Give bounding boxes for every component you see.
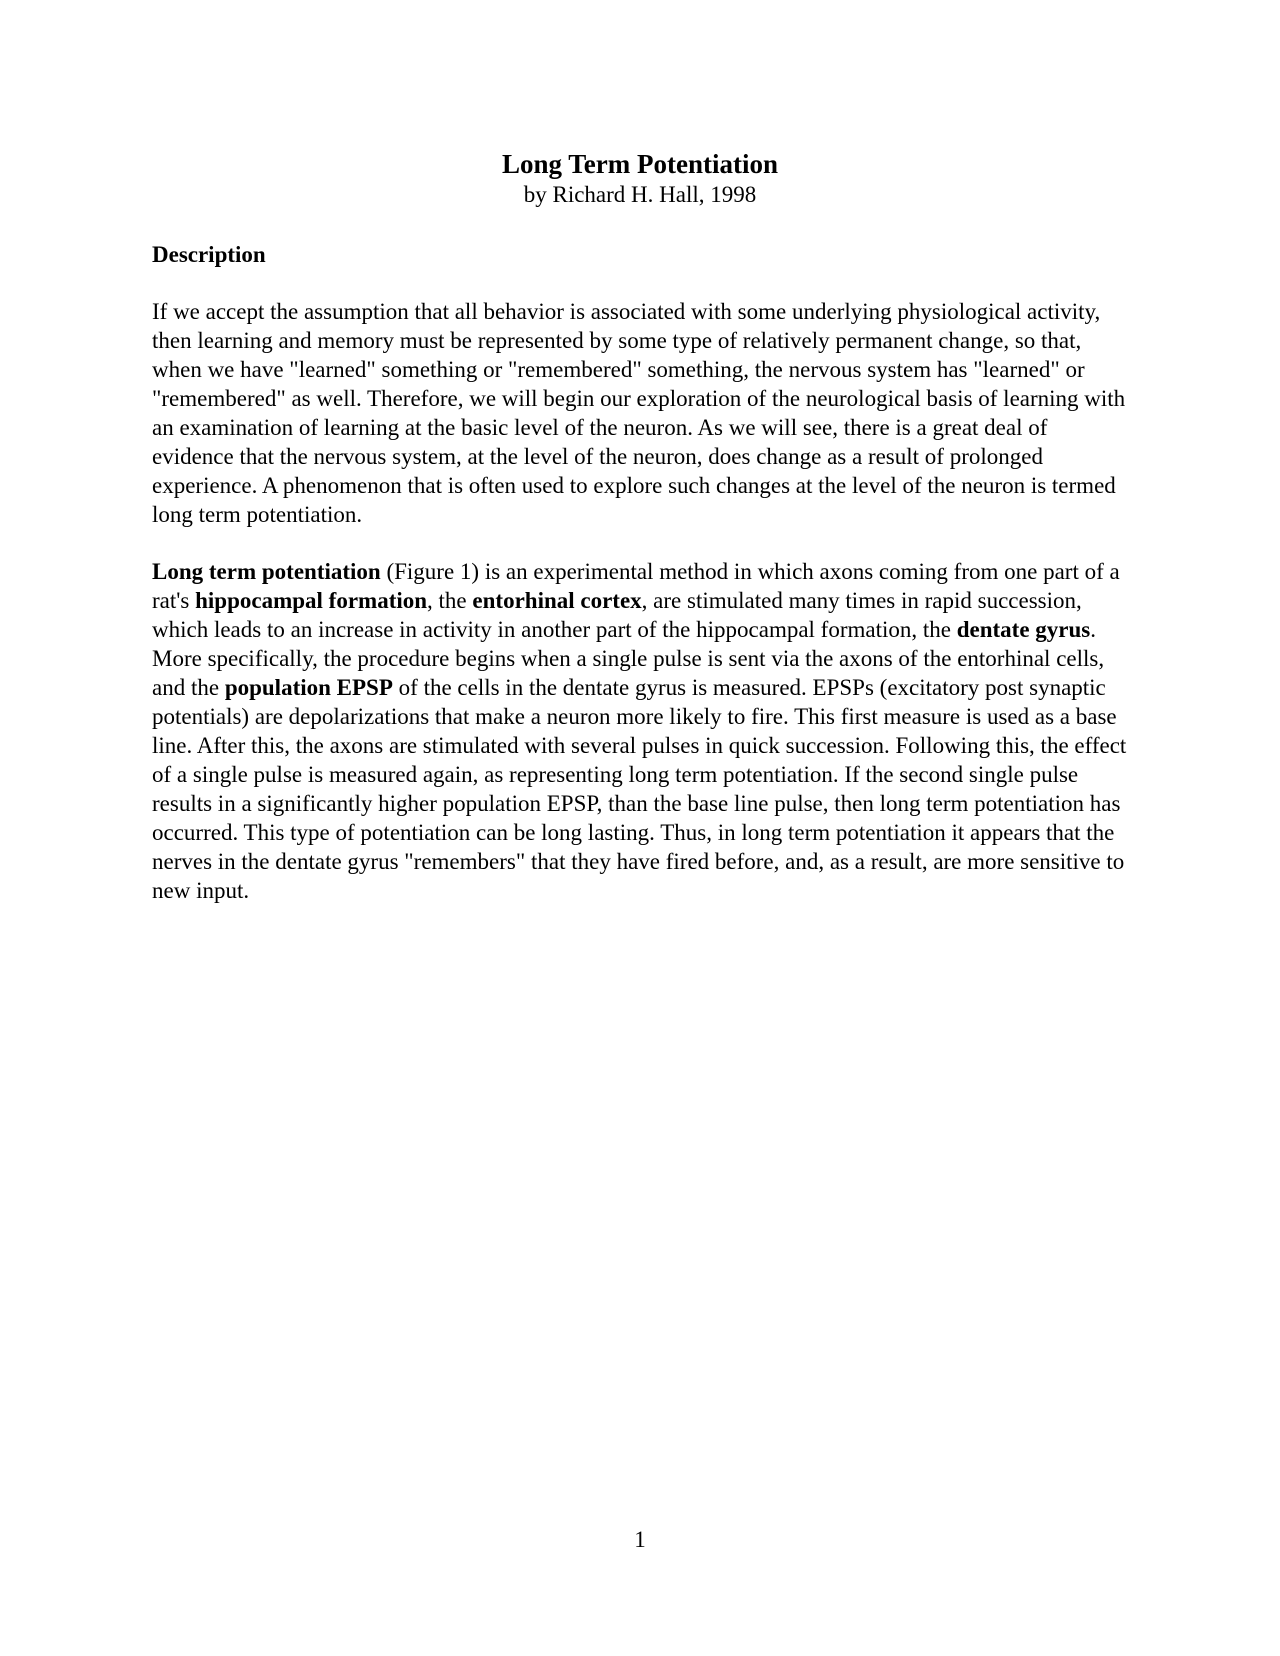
paragraph-introduction: If we accept the assumption that all behavior is associated with some underlying physiological activity, then learning and memory must be represented by some type of relatively permanent change, so that, when we have "learned" something or "remembered" something, the nervous system has "learned" or "remembered" as well. Therefore, we will begin our exploration of the neurological basis of learning with an examination of learning at the basic level of the neuron. As we will see, there is a great deal of evidence that the nervous system, at the level of the neuron, does change as a result of prolonged experience. A phenomenon that is often used to explore such changes at the level of the neuron is termed long term potentiation.: [152, 299, 1126, 527]
document-body: [152, 240, 1132, 933]
title-block: [0, 148, 1280, 210]
term-dentate-gyrus: dentate gyrus: [956, 617, 1091, 642]
page-number: 1: [634, 1527, 646, 1552]
paragraph-text-segment: of the cells in the dentate gyrus is measured. EPSPs (excitatory post synaptic potentials) are depolarizations that make a neuron more likely to fire. This first measure is used as a base line. After this, the axons are stimulated with several pulses in quick succession. Following this, the effect of a single pulse is measured again, as representing long term potentiation. If the second single pulse results in a significantly higher population EPSP, than the base line pulse, then long term potentiation has occurred. This type of potentiation can be long lasting. Thus, in long term potentiation it appears that the nerves in the dentate gyrus "remembers" that they have fired before, and, as a result, are more sensitive to new input.: [152, 675, 1127, 903]
author-byline: by Richard H. Hall, 1998: [523, 182, 757, 207]
section-heading-description: Description: [152, 242, 266, 267]
term-long-term-potentiation: Long term potentiation: [152, 559, 381, 584]
paragraph-text-segment: . More specifically, the procedure begins when a single pulse is sent via the axons of the entorhinal cells, and the: [152, 617, 1105, 700]
term-hippocampal-formation: hippocampal formation: [195, 588, 428, 613]
term-entorhinal-cortex: entorhinal cortex: [472, 588, 642, 613]
paragraph-ltp-method: [152, 557, 1132, 905]
paragraph-text-segment: , the: [427, 588, 473, 613]
term-population-epsp: population EPSP: [224, 675, 393, 700]
paragraph-text-segment: , are stimulated many times in rapid succession, which leads to an increase in activity in another part of the hippocampal formation, the: [152, 588, 1082, 642]
paragraph-text-segment: (Figure 1) is an experimental method in which axons coming from one part of a rat's: [152, 559, 1120, 613]
page-title: Long Term Potentiation: [501, 149, 778, 179]
